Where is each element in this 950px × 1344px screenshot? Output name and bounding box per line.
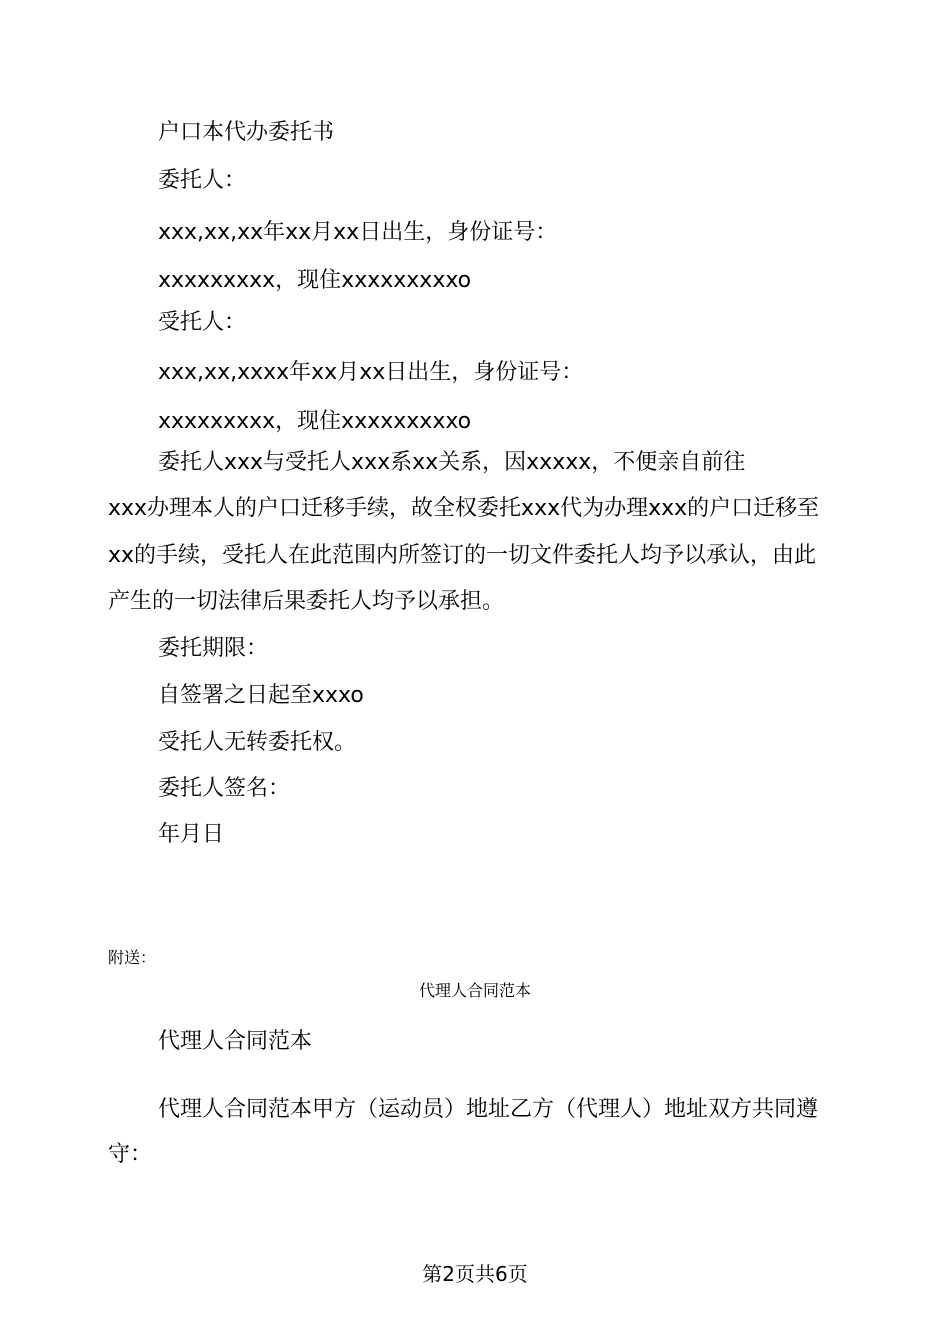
term-value: 自签署之日起至xxxo: [158, 683, 364, 708]
appendix-para-line-1: 代理人合同范本甲方（运动员）地址乙方（代理人）地址双方共同遵: [158, 1097, 819, 1122]
no-transfer-line: 受托人无转委托权。: [158, 730, 357, 755]
agent-id-address-line: xxxxxxxxx，现住xxxxxxxxxo: [158, 409, 472, 434]
date-label: 年月日: [158, 822, 225, 847]
term-label: 委托期限：: [158, 636, 269, 661]
principal-birth-line: xxx,xx,xx年xx月xx日出生，身份证号：: [158, 220, 558, 245]
body-line-4: 产生的一切法律后果委托人均予以承担。: [108, 589, 505, 614]
page-number: 第2页共6页: [422, 1262, 528, 1286]
body-line-1: 委托人xxx与受托人xxx系xx关系，因xxxxx，不便亲自前往: [158, 450, 746, 475]
signature-label: 委托人签名：: [158, 776, 291, 801]
principal-label: 委托人：: [158, 168, 247, 193]
principal-id-address-line: xxxxxxxxx，现住xxxxxxxxxo: [158, 268, 472, 293]
document-title: 户口本代办委托书: [158, 120, 335, 145]
appendix-label: 附送：: [108, 948, 157, 967]
appendix-heading: 代理人合同范本: [418, 981, 531, 1000]
body-line-2: xxx办理本人的户口迁移手续，故全权委托xxx代为办理xxx的户口迁移至: [108, 496, 820, 521]
agent-birth-line: xxx,xx,xxxx年xx月xx日出生，身份证号：: [158, 360, 584, 385]
appendix-para-line-2: 守：: [108, 1142, 153, 1167]
agent-label: 受托人：: [158, 310, 247, 335]
body-line-3: xx的手续，受托人在此范围内所签订的一切文件委托人均予以承认，由此: [108, 543, 817, 568]
appendix-subheading: 代理人合同范本: [158, 1029, 313, 1054]
